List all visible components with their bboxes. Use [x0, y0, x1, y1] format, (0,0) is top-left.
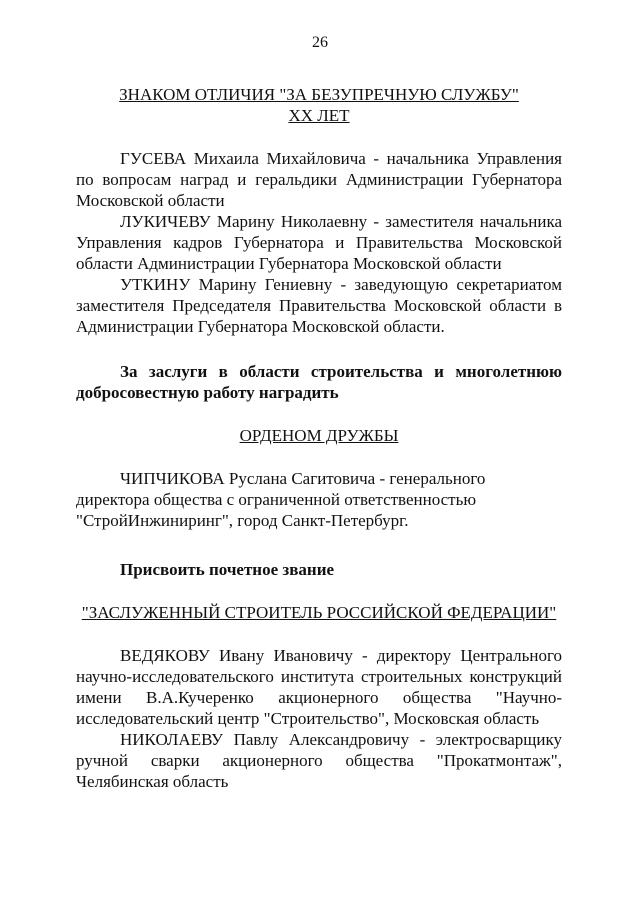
award-entry: ГУСЕВА Михаила Михайловича - начальника Управления по вопросам наград и геральдики Администрации Губернатора Московской области — [76, 149, 562, 210]
page-number: 26 — [312, 34, 328, 51]
section-title-award-badge: ЗНАКОМ ОТЛИЧИЯ "ЗА БЕЗУПРЕЧНУЮ СЛУЖБУ" — [119, 85, 519, 104]
section-title-order-friendship: ОРДЕНОМ ДРУЖБЫ — [239, 426, 399, 445]
decree-intro-title: Присвоить почетное звание — [120, 560, 335, 579]
section-title-honored-builder: "ЗАСЛУЖЕННЫЙ СТРОИТЕЛЬ РОССИЙСКОЙ ФЕДЕРАЦИИ" — [81, 603, 557, 622]
award-entry: НИКОЛАЕВУ Павлу Александровичу - электросварщику ручной сварки акционерного общества "Прокатмонтаж", Челябинская область — [76, 730, 562, 791]
document-body — [76, 84, 562, 792]
award-entry: ЧИПЧИКОВА Руслана Сагитовича - генерального директора общества с ограниченной ответственностью "СтройИнжиниринг", город Санкт-Петербург. — [76, 469, 486, 530]
award-entry: ВЕДЯКОВУ Ивану Ивановичу - директору Центрального научно-исследовательского института строительных конструкций имени В.А.Кучеренко акционерного общества "Научно-исследовательский центр "Строительство", Московская область — [76, 646, 562, 728]
award-entry: ЛУКИЧЕВУ Марину Николаевну - заместителя начальника Управления кадров Губернатора и Правительства Московской области Администрации Губернатора Московской области — [76, 212, 562, 273]
award-entry: УТКИНУ Марину Гениевну - заведующую секретариатом заместителя Председателя Правительства Московской области в Администрации Губернатора Московской области. — [76, 275, 562, 336]
section-title-award-years: XX ЛЕТ — [288, 106, 350, 125]
decree-intro-order: За заслуги в области строительства и многолетнюю добросовестную работу наградить — [76, 362, 562, 402]
